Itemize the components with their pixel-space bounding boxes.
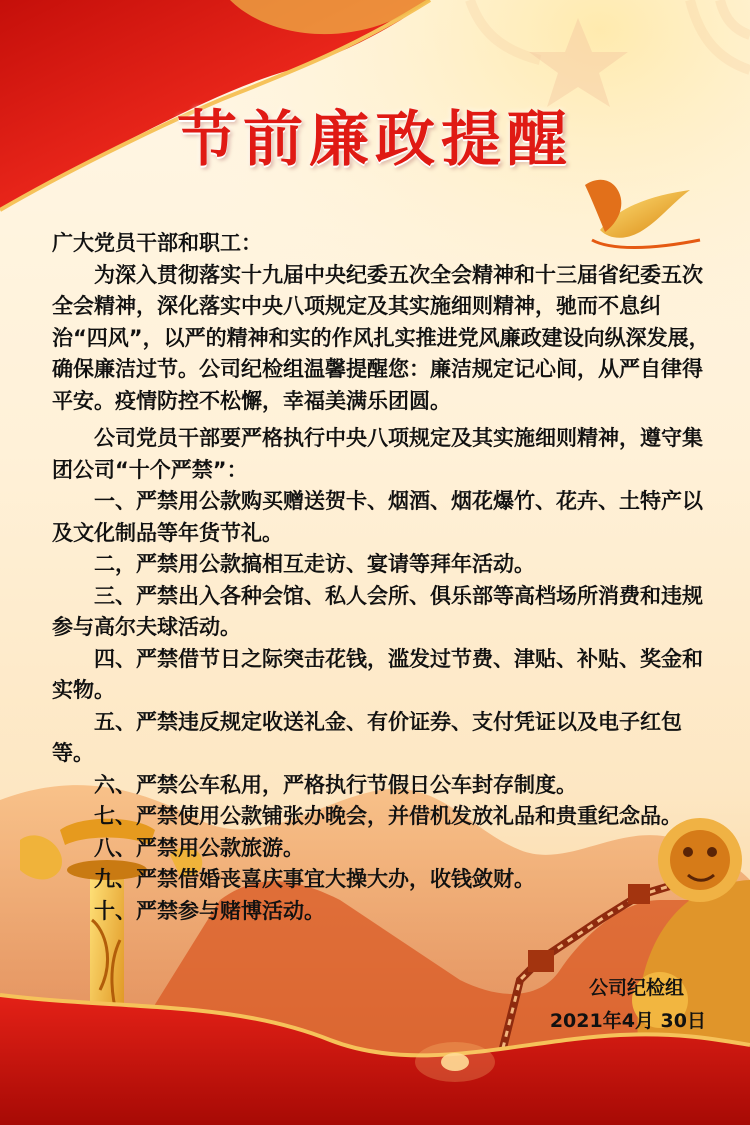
paragraph-rules-intro: 公司党员干部要严格执行中央八项规定及其实施细则精神，遵守集团公司“十个严禁”： [52, 426, 703, 482]
signature-org: 公司纪检组 [588, 977, 684, 999]
rule-item: 八、严禁用公款旅游。 [94, 835, 304, 860]
rule-item: 七、严禁使用公款铺张办晚会，并借机发放礼品和贵重纪念品。 [94, 804, 682, 828]
rule-item: 九、严禁借婚丧喜庆事宜大操大办，收钱敛财。 [94, 867, 535, 891]
rule-item: 六、严禁公车私用，严格执行节假日公车封存制度。 [94, 772, 577, 797]
greeting: 广大党员干部和职工： [52, 231, 262, 255]
paragraph-intro: 为深入贯彻落实十九届中央纪委五次全会精神和十三届省纪委五次全会精神，深化落实中央八项规定及其实施细则精神，驰而不息纠治“四风”，以严的精神和实的作风扎实推进党风廉政建设向纵深发展，确保廉洁过节。公司纪检组温馨提醒您：廉洁规定记心间，从严自律得平安。疫情防控不松懈，幸福美满乐团圆。 [52, 262, 710, 413]
signature [550, 972, 706, 1038]
rule-item: 五、严禁违反规定收送礼金、有价证券、支付凭证以及电子红包等。 [52, 709, 682, 765]
rule-item: 四、严禁借节日之际突击花钱，滥发过节费、津贴、补贴、奖金和实物。 [52, 646, 703, 702]
rule-item: 三、严禁出入各种会馆、私人会所、俱乐部等高档场所消费和违规参与高尔夫球活动。 [52, 583, 703, 639]
rule-item: 二，严禁用公款搞相互走访、宴请等拜年活动。 [94, 552, 535, 576]
rule-item: 一、严禁用公款购买赠送贺卡、烟酒、烟花爆竹、花卉、土特产以及文化制品等年货节礼。 [52, 489, 703, 545]
notice-body [52, 228, 712, 927]
signature-date: 2021年4月 30日 [549, 1010, 706, 1032]
page-title: 节前廉政提醒 [177, 105, 573, 175]
rule-item: 十、严禁参与赌博活动。 [94, 898, 325, 923]
